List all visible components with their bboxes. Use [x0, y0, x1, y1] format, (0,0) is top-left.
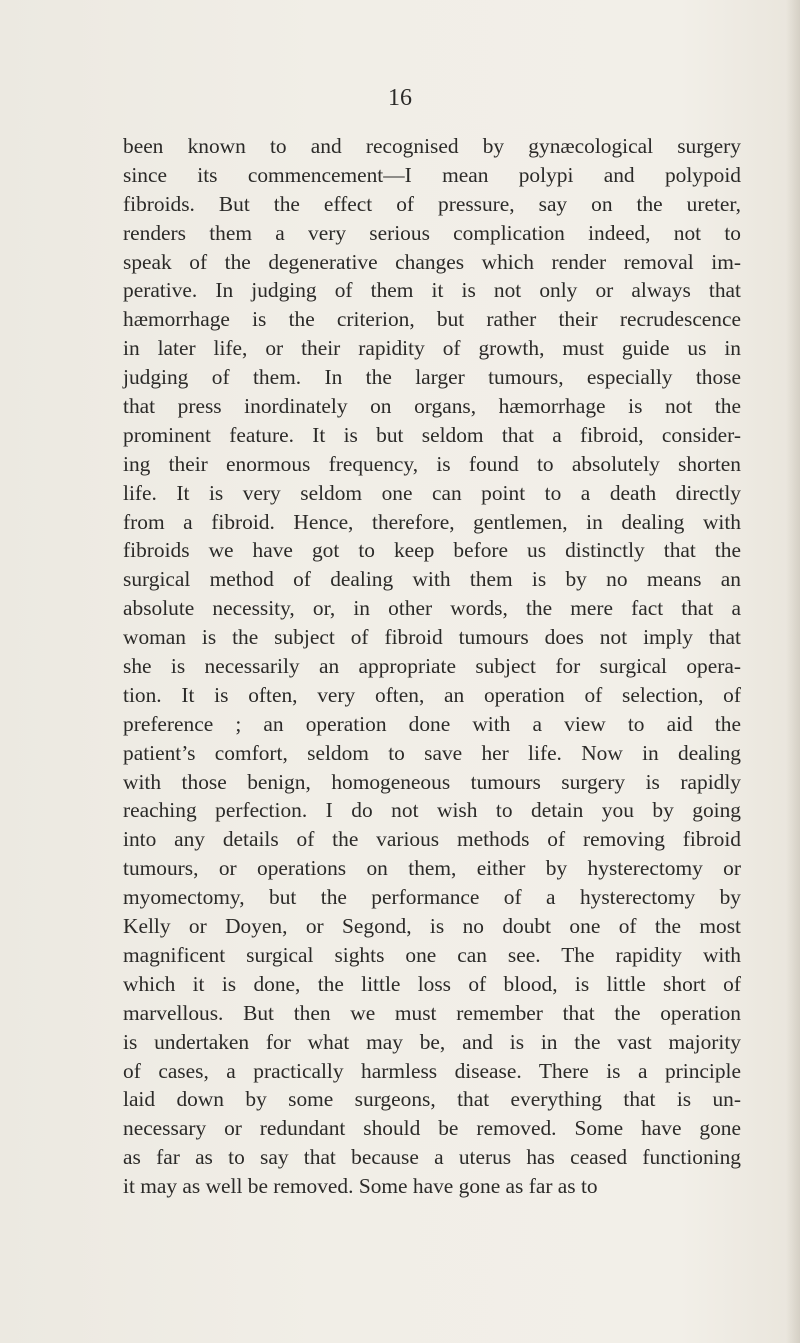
text-line: speak of the degenerative changes which render removal im- — [123, 249, 741, 274]
text-line: necessary or redundant should be removed. Some have gone — [123, 1116, 741, 1141]
text-line: patient’s comfort, seldom to save her life. Now in dealing — [123, 740, 741, 765]
text-line: that press inordinately on organs, hæmorrhage is not the — [123, 394, 741, 419]
text-line: woman is the subject of fibroid tumours does not imply that — [123, 625, 741, 650]
text-line: reaching perfection. I do not wish to detain you by going — [123, 798, 741, 823]
text-line: prominent feature. It is but seldom that a fibroid, consider- — [123, 422, 741, 447]
text-line: Kelly or Doyen, or Segond, is no doubt one of the most — [123, 914, 741, 939]
text-line: absolute necessity, or, in other words, the mere fact that a — [123, 596, 741, 621]
text-line: ing their enormous frequency, is found to absolutely shorten — [123, 451, 741, 476]
text-line: judging of them. In the larger tumours, especially those — [123, 365, 741, 390]
text-line: hæmorrhage is the criterion, but rather their recrudescence — [123, 307, 741, 332]
text-line: surgical method of dealing with them is by no means an — [123, 567, 741, 592]
text-line: is undertaken for what may be, and is in the vast majority — [123, 1029, 741, 1054]
text-line: life. It is very seldom one can point to a death directly — [123, 480, 741, 505]
text-line: marvellous. But then we must remember that the operation — [123, 1000, 741, 1025]
text-line: preference ; an operation done with a view to aid the — [123, 711, 741, 736]
page-edge-shadow — [786, 0, 800, 1343]
text-line: into any details of the various methods of removing fibroid — [123, 827, 741, 852]
text-line: she is necessarily an appropriate subject for surgical opera- — [123, 654, 741, 679]
text-line: fibroids we have got to keep before us distinctly that the — [123, 538, 741, 563]
text-line: tumours, or operations on them, either by hysterectomy or — [123, 856, 741, 881]
text-line: from a fibroid. Hence, therefore, gentlemen, in dealing with — [123, 509, 741, 534]
text-line: renders them a very serious complication indeed, not to — [123, 220, 741, 245]
text-line: perative. In judging of them it is not only or always that — [123, 278, 741, 303]
page-number: 16 — [388, 85, 412, 111]
text-line: been known to and recognised by gynæcological surgery — [123, 134, 741, 158]
text-line: fibroids. But the effect of pressure, say on the ureter, — [123, 191, 741, 216]
text-line: of cases, a practically harmless disease. There is a principle — [123, 1058, 741, 1083]
text-line: laid down by some surgeons, that everything that is un- — [123, 1087, 741, 1112]
text-line: which it is done, the little loss of blood, is little short of — [123, 971, 741, 996]
text-line: it may as well be removed. Some have gone as far as to — [123, 1174, 598, 1199]
body-text — [123, 132, 741, 1201]
text-line: tion. It is often, very often, an operation of selection, of — [123, 682, 741, 707]
text-line: in later life, or their rapidity of growth, must guide us in — [123, 336, 741, 361]
text-line: magnificent surgical sights one can see. The rapidity with — [123, 942, 741, 967]
text-line: as far as to say that because a uterus has ceased functioning — [123, 1145, 741, 1170]
text-line: myomectomy, but the performance of a hysterectomy by — [123, 885, 741, 910]
text-line: since its commencement—I mean polypi and polypoid — [123, 162, 741, 187]
text-line: with those benign, homogeneous tumours surgery is rapidly — [123, 769, 741, 794]
